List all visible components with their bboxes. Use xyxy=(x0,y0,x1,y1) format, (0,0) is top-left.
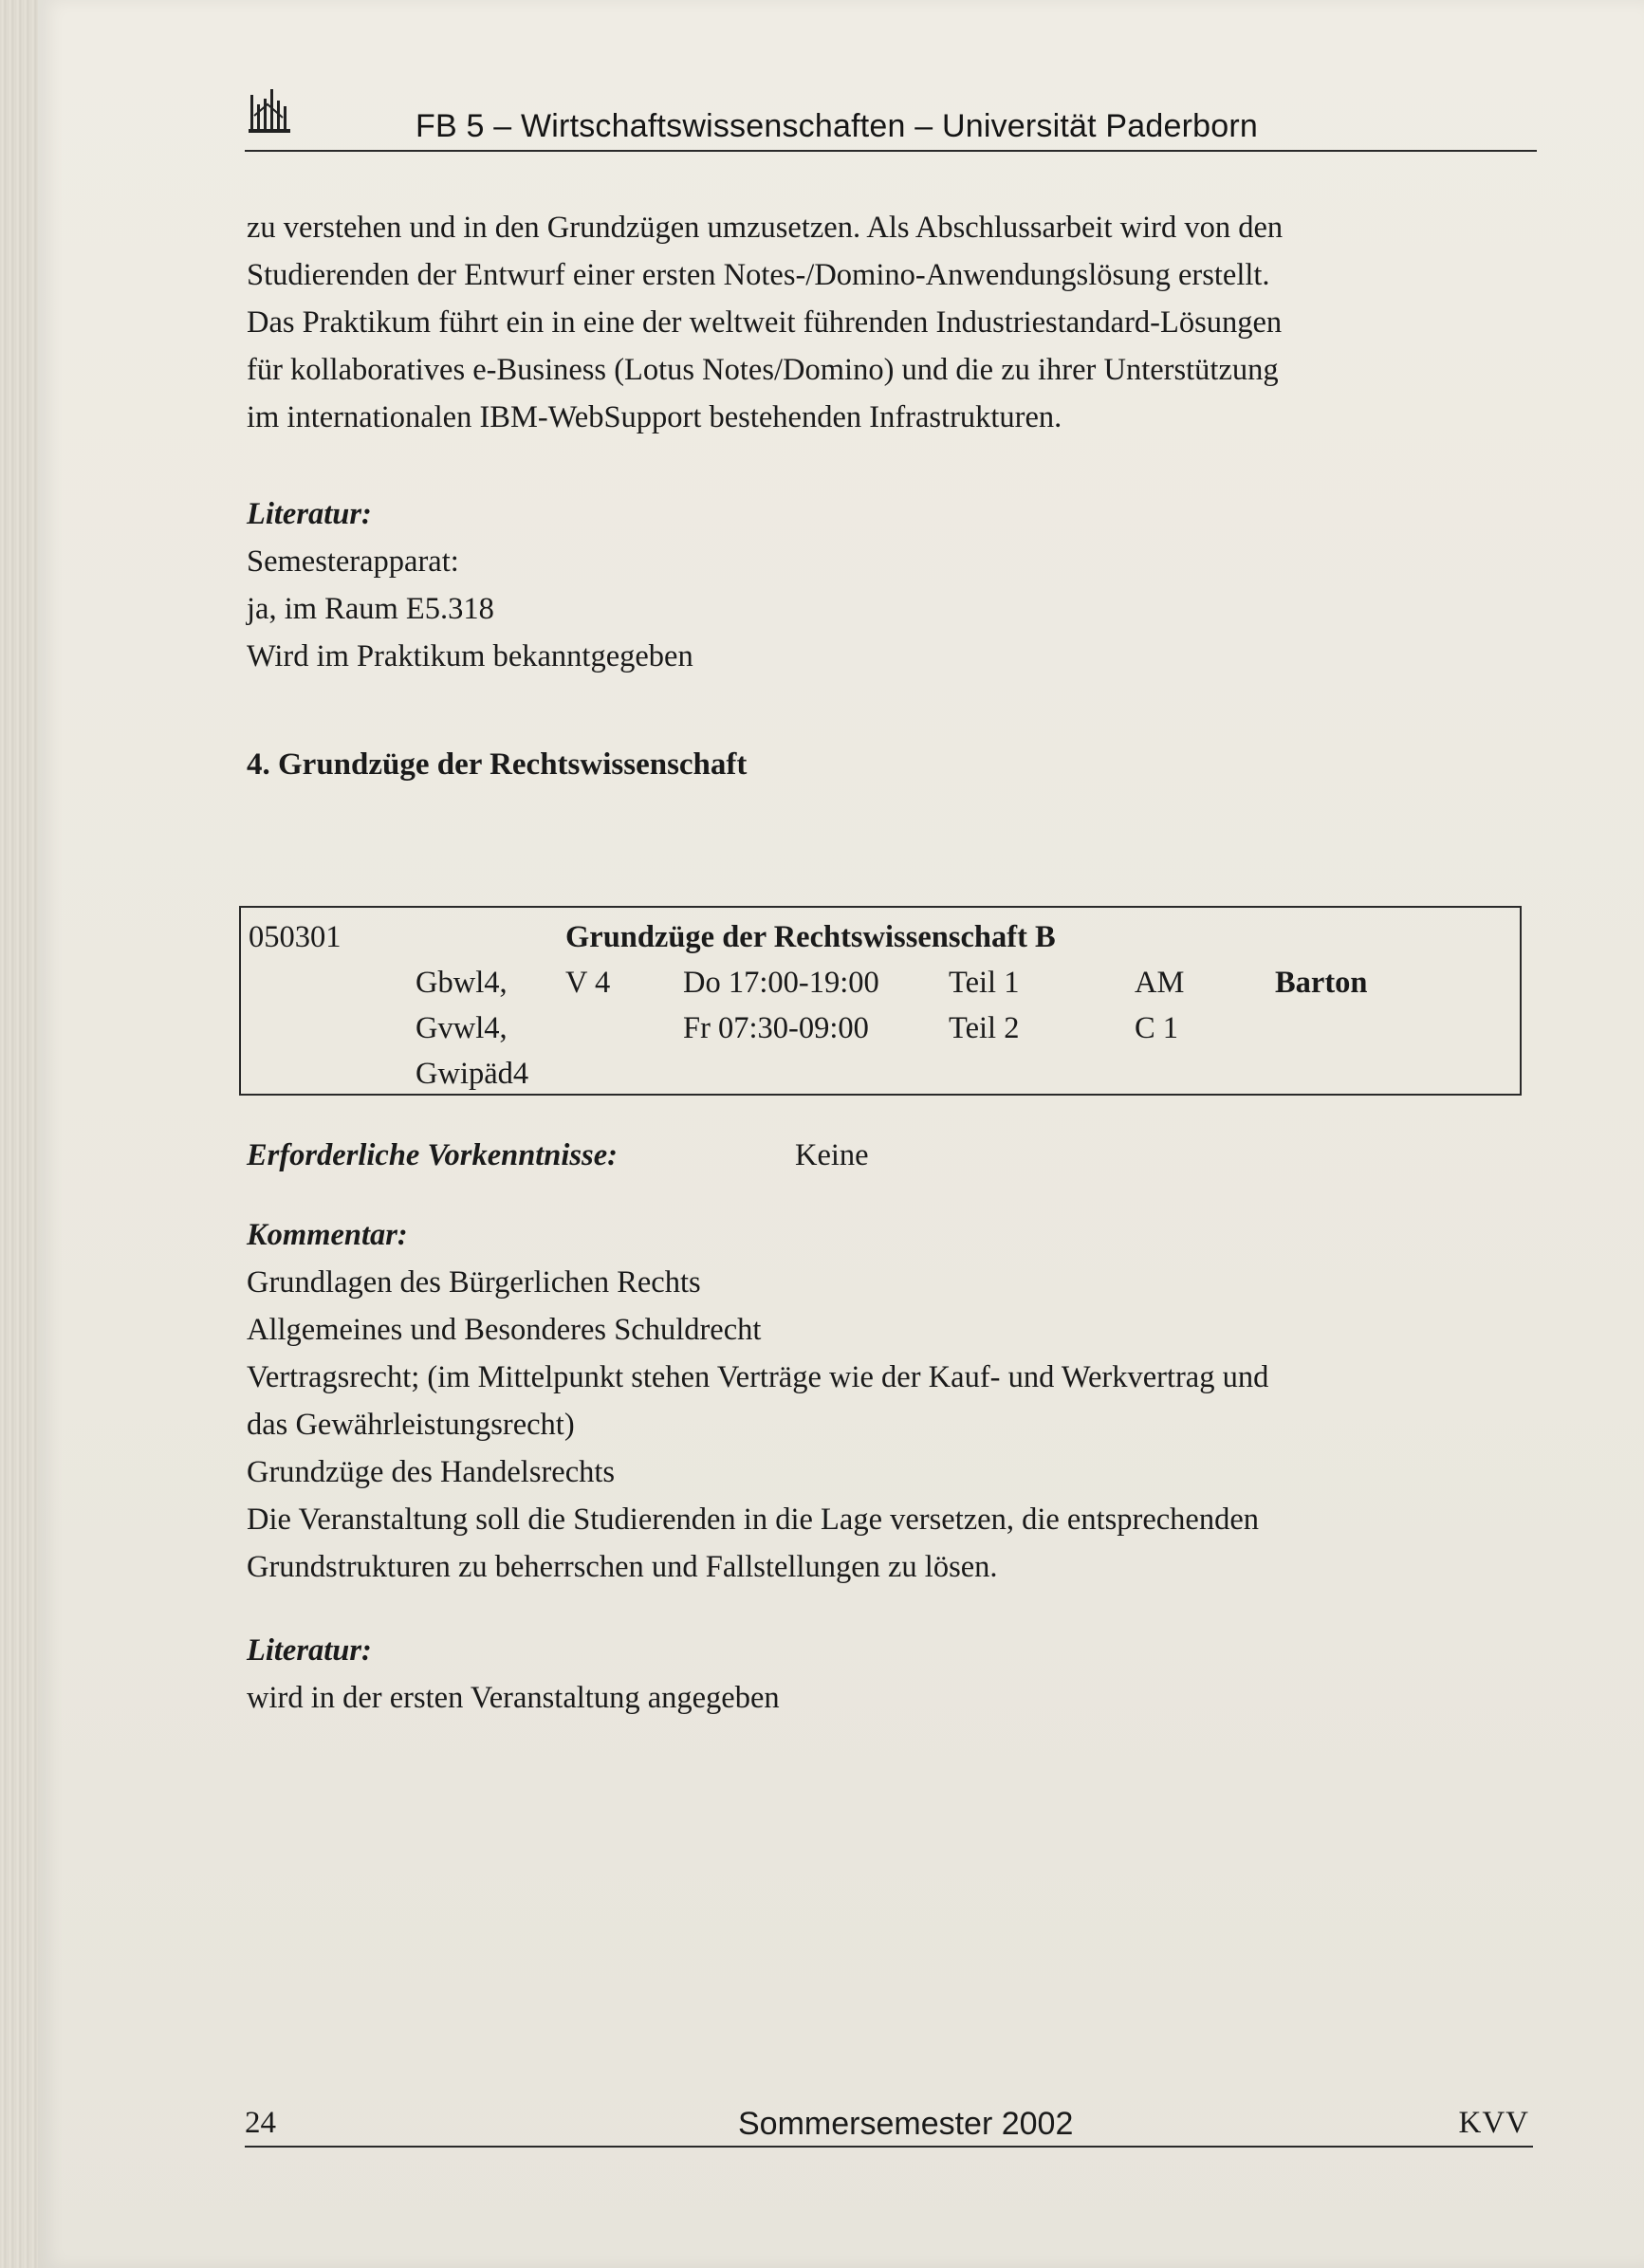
intro-line: für kollaboratives e-Business (Lotus Notes/Domino) und die zu ihrer Unterstützung xyxy=(247,353,1279,387)
intro-paragraph xyxy=(247,204,1523,441)
page-edge xyxy=(0,0,38,2268)
course-time: Fr 07:30-09:00 xyxy=(683,1011,869,1045)
course-room: AM xyxy=(1135,966,1185,1000)
course-part: Teil 2 xyxy=(949,1011,1020,1045)
footer-semester: Sommersemester 2002 xyxy=(738,2106,1074,2142)
course-program: Gbwl4, xyxy=(416,966,508,1000)
kommentar-block xyxy=(247,1211,1523,1591)
intro-line: Das Praktikum führt ein in eine der weltweit führenden Industriestandard-Lösungen xyxy=(247,305,1283,340)
university-logo-icon xyxy=(249,87,290,135)
vorkenntnisse-row xyxy=(247,1132,1523,1179)
literatur-label: Literatur: xyxy=(247,1633,372,1668)
section-heading: 4. Grundzüge der Rechtswissenschaft xyxy=(247,747,748,782)
vorkenntnisse-value: Keine xyxy=(795,1138,869,1172)
kommentar-line: Die Veranstaltung soll die Studierenden in die Lage versetzen, die entsprechenden xyxy=(247,1503,1260,1537)
intro-line: Studierenden der Entwurf einer ersten Notes-/Domino-Anwendungslösung erstellt. xyxy=(247,258,1270,292)
literatur-line: wird in der ersten Veranstaltung angegeben xyxy=(247,1681,780,1715)
footer-code: KVV xyxy=(1458,2106,1529,2140)
literatur-line: Semesterapparat: xyxy=(247,544,459,579)
kommentar-line: Grundlagen des Bürgerlichen Rechts xyxy=(247,1265,701,1300)
vorkenntnisse-label: Erforderliche Vorkenntnisse: xyxy=(247,1138,618,1172)
content-area xyxy=(247,204,1523,1722)
kommentar-line: Grundstrukturen zu beherrschen und Fallstellungen zu lösen. xyxy=(247,1550,998,1584)
literatur-label: Literatur: xyxy=(247,497,372,531)
intro-line: im internationalen IBM-WebSupport bestehenden Infrastrukturen. xyxy=(247,400,1062,434)
literatur-block-2 xyxy=(247,1627,1523,1722)
course-program: Gwipäd4 xyxy=(416,1057,529,1091)
course-type: V 4 xyxy=(565,966,611,1000)
course-program: Gvwl4, xyxy=(416,1011,508,1045)
page-footer xyxy=(245,2104,1533,2148)
intro-line: zu verstehen und in den Grundzügen umzusetzen. Als Abschlussarbeit wird von den xyxy=(247,211,1284,245)
course-title: Grundzüge der Rechtswissenschaft B xyxy=(565,920,1056,954)
header-title: FB 5 – Wirtschaftswissenschaften – Universität Paderborn xyxy=(416,108,1259,144)
kommentar-line: Allgemeines und Besonderes Schuldrecht xyxy=(247,1313,762,1347)
course-room: C 1 xyxy=(1135,1011,1179,1045)
literatur-line: ja, im Raum E5.318 xyxy=(247,592,494,626)
kommentar-line: Grundzüge des Handelsrechts xyxy=(247,1455,616,1489)
course-lecturer: Barton xyxy=(1275,966,1368,1000)
page-number: 24 xyxy=(245,2106,276,2140)
kommentar-line: das Gewährleistungsrecht) xyxy=(247,1408,575,1442)
course-time: Do 17:00-19:00 xyxy=(683,966,879,1000)
course-table xyxy=(239,906,1522,1096)
literatur-block-1 xyxy=(247,490,1523,680)
course-part: Teil 1 xyxy=(949,966,1020,1000)
kommentar-label: Kommentar: xyxy=(247,1218,408,1252)
page-header xyxy=(245,104,1537,152)
kommentar-line: Vertragsrecht; (im Mittelpunkt stehen Verträge wie der Kauf- und Werkvertrag und xyxy=(247,1360,1269,1394)
course-number: 050301 xyxy=(249,920,342,954)
literatur-line: Wird im Praktikum bekanntgegeben xyxy=(247,639,693,673)
